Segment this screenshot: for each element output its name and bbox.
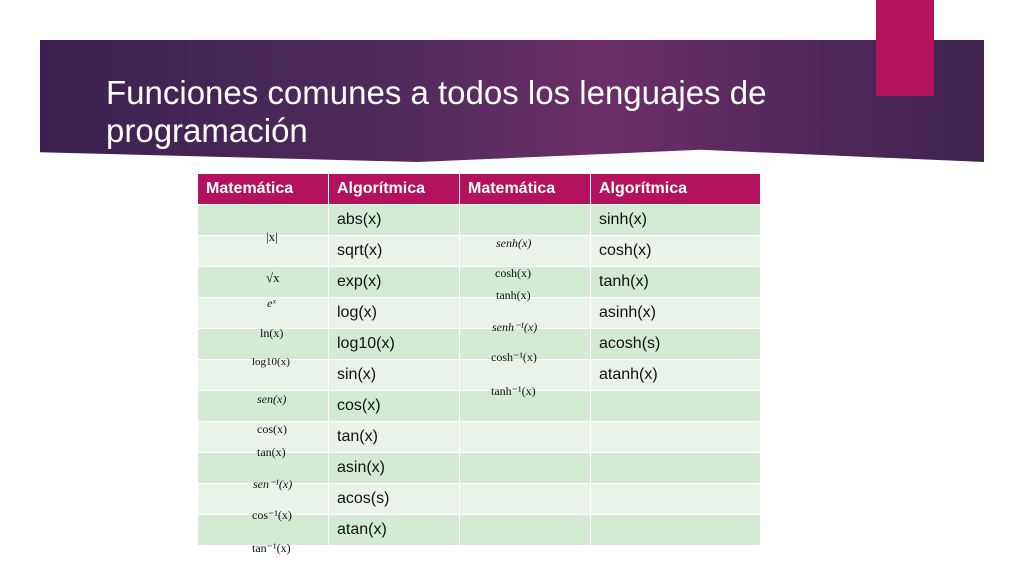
table-cell: atan(x): [329, 515, 460, 546]
table-row: [198, 298, 761, 329]
table-cell: [198, 205, 329, 236]
table-cell: [198, 236, 329, 267]
math-log10: log10(x): [252, 356, 290, 368]
table-row: [198, 236, 761, 267]
table-cell: [460, 453, 591, 484]
table-cell: acosh(s): [591, 329, 761, 360]
header-matematica-2: Matemática: [460, 174, 591, 205]
table-header-row: [198, 174, 761, 205]
math-asen: sen⁻¹(x): [253, 477, 293, 491]
table-cell: sqrt(x): [329, 236, 460, 267]
math-abs: |x|: [266, 229, 278, 244]
math-cos: cos(x): [257, 422, 287, 436]
table-cell: abs(x): [329, 205, 460, 236]
table-cell: exp(x): [329, 267, 460, 298]
table-cell: [198, 267, 329, 298]
table-cell: [460, 515, 591, 546]
math-sen: sen(x): [257, 392, 287, 406]
table-cell: cos(x): [329, 391, 460, 422]
slide-title: Funciones comunes a todos los lenguajes de programación: [106, 74, 767, 149]
header-algoritmica-1: Algorítmica: [329, 174, 460, 205]
math-exp: eˣ: [267, 296, 276, 310]
table-cell: [591, 422, 761, 453]
math-senh: senh(x): [496, 236, 532, 250]
table-row: [198, 205, 761, 236]
table-cell: cosh(x): [591, 236, 761, 267]
math-tan: tan(x): [257, 445, 286, 459]
table-cell: sinh(x): [591, 205, 761, 236]
header-matematica-1: Matemática: [198, 174, 329, 205]
math-atan: tan⁻¹(x): [252, 541, 291, 555]
math-atanh: tanh⁻¹(x): [491, 384, 536, 398]
math-tanh: tanh(x): [496, 288, 531, 302]
math-asenh: senh⁻¹(x): [492, 320, 538, 334]
table-cell: [591, 453, 761, 484]
math-acosh: cosh⁻¹(x): [491, 350, 537, 364]
table-cell: asin(x): [329, 453, 460, 484]
table-cell: [460, 205, 591, 236]
table-cell: [591, 515, 761, 546]
table-cell: [460, 422, 591, 453]
table-cell: [591, 484, 761, 515]
table-cell: atanh(x): [591, 360, 761, 391]
table-cell: asinh(x): [591, 298, 761, 329]
table-cell: [591, 391, 761, 422]
accent-tab: [876, 0, 934, 96]
math-ln: ln(x): [260, 326, 284, 340]
table-cell: sin(x): [329, 360, 460, 391]
table-cell: tan(x): [329, 422, 460, 453]
table-cell: log(x): [329, 298, 460, 329]
math-sqrt: √x: [266, 270, 280, 285]
math-cosh: cosh(x): [495, 266, 531, 280]
math-acos: cos⁻¹(x): [252, 508, 292, 522]
header-algoritmica-2: Algorítmica: [591, 174, 761, 205]
table-cell: tanh(x): [591, 267, 761, 298]
table-cell: log10(x): [329, 329, 460, 360]
table-cell: acos(s): [329, 484, 460, 515]
table-cell: [460, 484, 591, 515]
table-cell: [198, 298, 329, 329]
table-row: [198, 267, 761, 298]
